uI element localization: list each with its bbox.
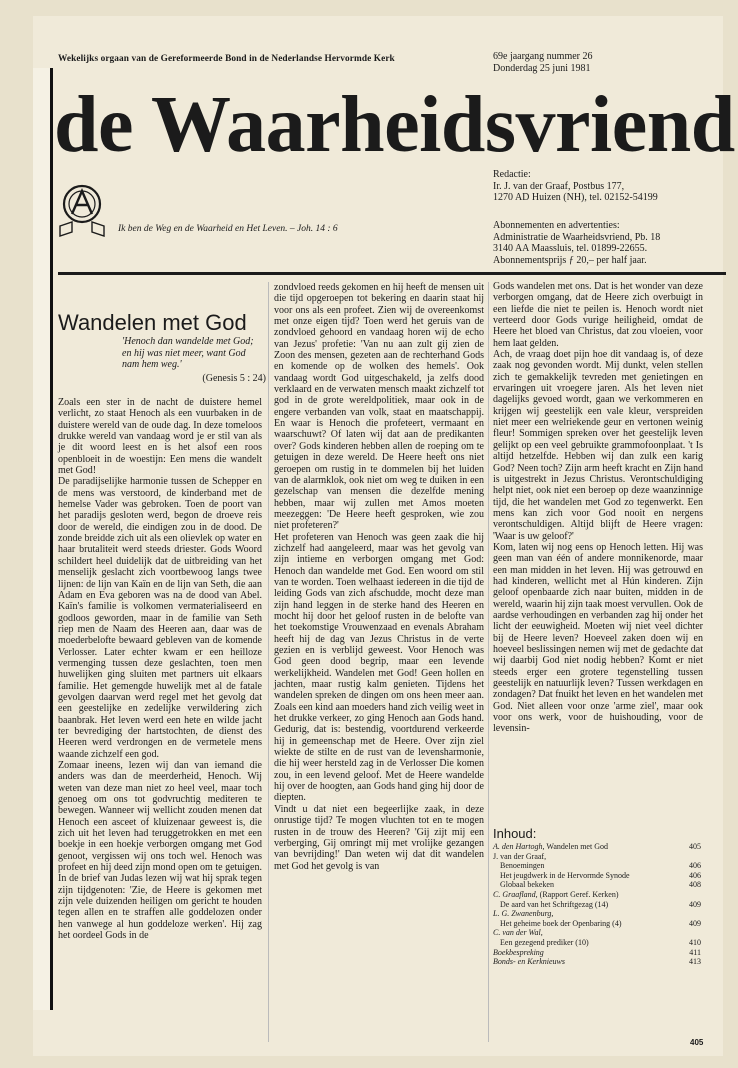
toc-entry-title — [500, 880, 554, 890]
column-divider — [268, 282, 269, 1042]
abonnementen-block — [493, 220, 723, 266]
motto: Ik ben de Weg en de Waarheid en Het Leven. – Joh. 14 : 6 — [118, 224, 338, 234]
toc-entry — [493, 909, 701, 919]
issue-number: 69e jaargang nummer 26 — [493, 51, 593, 62]
paragraph: Gods wandelen met ons. Dat is het wonder van deze verborgen omgang, dat de Heere zich overbuigt in een liefde die niet te peilen is. Henoch wordt niet verteerd door Gods vurige heiligheid, omdat de Heere het bloed van Christus, dat zou vloeien, voor hem laat gelden. — [493, 281, 703, 349]
column-divider — [488, 282, 489, 1042]
abonnementen-line: 3140 AA Maassluis, tel. 01899-22655. — [493, 243, 648, 254]
toc-entry — [493, 919, 701, 929]
paragraph: De paradijselijke harmonie tussen de Schepper en de mens was verstoord, de kinderband met de hemelse Vader was gebroken. Toen de poort van het paradijs gesloten werd, begon de droeve reis door de wereld, die eindigen zou in de dood. De zonde breidde zich uit als een olievlek op water en haar brutaliteit werd steeds driester. Gods Woord schildert heel duidelijk dat de uitbreiding van het menselijk geslacht zich voortbewoog langs twee lijnen: de lijn van Kaïn en de lijn van Seth, die aan Adam en Eva geboren was na de dood van Abel. Kaïn's familie is volkomen vermaterialiseerd en godloos geworden, maar in de familie van Seth riep men de Naam des Heeren aan, daar was de moederbelofte bewaard gebleven van de komende Verlosser. Later echter kwam er een heilloze vermenging tussen deze geslachten, toen men huwelijken ging sluiten met partners uit elkaars familie. Het gemengde huwelijk met al de fatale gevolgen daarvan werd regel met het gevolg dat een geestelijke en zedelijke verwildering zich baanbrak. Het leven werd een hete en wilde jacht ter bevrediging der hartstochten, de dienst des Heeren werd verdrongen en de vermetele mens waande zichzelf een god. — [58, 476, 262, 760]
toc-entry — [493, 842, 701, 852]
toc-page: 405 — [689, 842, 701, 851]
toc-author: L. G. Zwanenburg, — [493, 909, 554, 919]
toc-page: 410 — [689, 937, 701, 947]
toc-author: Boekbespreking — [493, 947, 544, 957]
paragraph: Ach, de vraag doet pijn hoe dit vandaag is, of deze zaak nog gevonden wordt. Mij dunkt, velen stellen zich te gemakkelijk tevreden met genietingen en ervaringen uit vroegere jaren. Als het leven niet dagelijks gevoed wordt, gaan we verkommeren en krijgen wij geestelijk een vale kleur, verspreiden niet meer een welriekende geur en vertonen weinig fleur! Sommigen spreken over het geestelijk leven gelijkt op een veel gebruikte grammofoonplaat. 't Is altijd hetzelfde. Hebben wij dan zulk een karig God? Neen toch? Zijn arm heeft kracht en Zijn hand is uitgestrekt in Jezus Christus. Verontschuldiging helpt niet, ook niet een beroep op deze waanzinnige tijd, die het wandelen met God zo tegenwerkt. Een mens kan zich voor God nooit en nergens verontschuldigen. Altijd blijft de Heere vragen: 'Waar is uw geloof?' — [493, 349, 703, 542]
toc-entry-title — [493, 948, 544, 958]
toc-entry-title — [493, 957, 565, 967]
article-title: Wandelen met God — [58, 310, 247, 335]
toc-entry — [493, 852, 701, 862]
toc-entry-title — [500, 900, 608, 910]
redactie-line: Redactie: — [493, 169, 531, 180]
toc-entry — [493, 900, 701, 910]
paragraph: zondvloed reeds gekomen en hij heeft de mensen uit die tijd opgeroepen tot bekering en daarin staat hij voor ons als een profeet. Zien wij de overeenkomst met onze eigen tijd? Toen werd het geruis van de zondvloed gehoord en vandaag horen wij de echo van Jezus' profetie: 'Van nu aan zult gij zien de Zoon des mensen, gezeten aan de rechterhand Gods en komende op de wolken des hemels'. Ook vandaag wordt God uitgeschakeld, ja zelfs dood verklaard en de verwaten mensch maakt zichzelf tot god in de grote wereldpolitiek, maar ook in de engere verbanden van volk, staat en maatschappij. En waar is Henoch die profeteert, vermaant en waarschuwt? Of laten wij dat aan de predikanten over? Gods kinderen hebben allen de roeping om te getuigen in deze wereld. De Heere heeft ons niet geroepen om rustig in te dommelen bij het luiden van de alarmklok, ook niet om weg te duiken in een gezelschap van mensen die dezelfde mening hebben, maar wij zullen met Amos moeten meezeggen: 'De Heere heeft gesproken, wie zou niet profeteren?' — [274, 282, 484, 532]
toc-page: 408 — [689, 880, 701, 890]
bond-logo-icon — [58, 182, 106, 238]
toc-page: 413 — [689, 957, 701, 967]
article-quote: 'Henoch dan wandelde met God; en hij was niet meer, want God nam hem weg.' — [122, 336, 254, 370]
toc-entry — [493, 938, 701, 948]
toc-author: C. van der Wal, — [493, 928, 543, 938]
toc-entry-title — [500, 871, 630, 881]
toc-entry-title — [493, 909, 553, 919]
toc-text: Globaal bekeken — [500, 880, 554, 890]
toc-text: Benoemingen — [500, 861, 545, 871]
abonnementen-line: Abonnementsprijs ƒ 20,– per half jaar. — [493, 254, 647, 266]
toc-author: A. den Hartogh, — [493, 842, 545, 851]
abonnementen-line: Administratie de Waarheidsvriend, Pb. 18 — [493, 231, 661, 243]
toc-page: 406 — [689, 870, 701, 880]
page-edge-bar — [33, 68, 55, 1010]
toc-author: Bonds- en Kerknieuws — [493, 957, 565, 967]
toc-page: 409 — [689, 899, 701, 909]
paragraph: Vindt u dat niet een begeerlijke zaak, in deze onrustige tijd? Te mogen vluchten tot en te mogen rusten in de trouw des Heeren? 'Gij zijt mij een verberging, Gij omringt mij met vrolijke gezangen van bevrijding!' Dan weten wij dat dit wandelen met God het gevolg is van — [274, 803, 484, 872]
quote-reference: (Genesis 5 : 24) — [202, 373, 266, 384]
article-column-3 — [493, 281, 703, 735]
toc-entry-title — [493, 852, 546, 862]
toc-entry — [493, 948, 701, 958]
masthead-title: de Waarheidsvriend — [54, 81, 735, 169]
paragraph: Zomaar ineens, lezen wij dan van iemand die anders was dan de meerderheid, Henoch. Wij weten van deze man niet zo heel veel, maar toch genoeg om ons tot godvruchtig mediteren te bewegen. Wanneer wij wellicht zouden menen dat Henoch een asceet of kluizenaar geweest is, die zich uit het leven had teruggetrokken en met een boekje in een hoekje verborgen omgang met God genoot, vergissen wij ons toch wel. Henoch was profeet en hij deed zijn mond open om te getuigen. In de brief van Judas lezen wij wat hij sprak tegen zijn tijdgenoten: 'Zie, de Heere is gekomen met zijn vele duizenden heiligen om gericht te houden tegen allen en te straffen alle goddelozen onder hen vanwege al hun goddeloze werken'. Hij zag het oordeel Gods in de — [58, 760, 262, 942]
table-of-contents — [493, 842, 701, 967]
toc-entry — [493, 957, 701, 967]
paragraph: Zoals een ster in de nacht de duistere hemel verlicht, zo staat Henoch als een vuurbaken in de duistere wereld van de oude dag. In deze tomeloos drukke wereld van vandaag word je er stil van als je dit woord leest en is het alsof een roos openbloeit in de woestijn: Een mens die wandelt met God! — [58, 397, 262, 477]
toc-text: Wandelen met God — [544, 842, 608, 851]
toc-entry-title — [493, 928, 543, 938]
article-column-2 — [274, 282, 484, 872]
toc-page: 409 — [689, 918, 701, 928]
toc-text: Het geheime boek der Openbaring (4) — [500, 918, 622, 928]
toc-page: 406 — [689, 861, 701, 871]
toc-entry — [493, 871, 701, 881]
toc-author: C. Graafland, — [493, 889, 538, 899]
page-number: 405 — [690, 1038, 704, 1047]
toc-entry-title — [493, 842, 608, 852]
toc-entry-title — [500, 938, 589, 948]
toc-entry — [493, 880, 701, 890]
issue-info — [493, 51, 723, 75]
organ-line: Wekelijks orgaan van de Gereformeerde Bond in de Nederlandse Hervormde Kerk — [58, 54, 395, 64]
toc-page: 411 — [689, 947, 701, 957]
toc-entry-title — [493, 890, 619, 900]
redactie-line: 1270 AD Huizen (NH), tel. 02152-54199 — [493, 192, 658, 203]
toc-entry-title — [500, 861, 544, 871]
abonnementen-line: Abonnementen en advertenties: — [493, 220, 620, 231]
paragraph: Het profeteren van Henoch was geen zaak die hij zichzelf had aangeleerd, maar was het gevolg van zijn intieme en verborgen omgang met God: Henoch dan wandelde met God. Een woord om stil van te worden. Toen welhaast iedereen in die tijd de leiding Gods van zich afschudde, mocht deze man zijn hand leggen in de sterke hand des Heeren en mocht hij door het geloof rusten in de belofte van het toekomstige Vrouwenzaad en evenals Abraham heeft hij de dag van Jezus Christus in de verte gezien en is verblijd geweest. Voor Henoch was God geen dood begrip, maar een levende werkelijkheid. Wandelen met God! Geen hollen en jachten, maar rustig kalm genieten. Tijdens het wandelen spreken de dingen om ons heen meer aan. Zoals een kind aan moeders hand zich veilig weet in het drukke verkeer, zo ging Henoch aan Gods hand. Gedurig, dat is: bestendig, voortdurend verkeerde hij in gemeenschap met de Heere. Over zijn ziel wiekte de stilte en de rust van de levensharmonie, die hij weer hersteld zag in de Verlosser Die komen zou, in een levend geloof. Met de Heere wandelde hij over de hoogten, aan Gods hand ging hij door de diepten. — [274, 531, 484, 804]
toc-text: J. van der Graaf, — [493, 851, 547, 861]
toc-text: (Rapport Geref. Kerken) — [537, 889, 619, 899]
header-rule — [58, 272, 726, 275]
toc-text: Een gezegend prediker (10) — [500, 937, 589, 947]
redactie-line: Ir. J. van der Graaf, Postbus 177, — [493, 180, 625, 192]
issue-date: Donderdag 25 juni 1981 — [493, 63, 591, 74]
toc-text: De aard van het Schriftgezag (14) — [500, 899, 609, 909]
toc-entry — [493, 861, 701, 871]
inhoud-title: Inhoud: — [493, 826, 537, 841]
toc-entry — [493, 890, 701, 900]
redactie-block — [493, 169, 723, 204]
toc-entry — [493, 928, 701, 938]
toc-entry-title — [500, 919, 622, 929]
paragraph: Kom, laten wij nog eens op Henoch letten. Hij was geen man van één of andere monnikenorde, maar een man midden in het leven. Hij was getrouwd en had kinderen, wellicht met al Hún kinderen. Zijn geloof openbaarde zich naar buiten, midden in de wereld, waarin hij zijn taak moest vervullen. Ook de aardse verhoudingen en verbanden zag hij onder het licht der eeuwigheid. Moeten wij niet veel dichter bij de Heere leven? Hoeveel zaken doen wij en hoeveel beslissingen nemen wij met de gedachte dat wij daarbij God niet nodig hebben? Komt er niet steeds erger een grotere tegenstelling tussen geestelijk en natuurlijk leven? Tussen werkdagen en zondagen? Dat fnuikt het leven en het wandelen met God. Niet alleen voor onze 'arme ziel', maar ook voor ons werk, voor de huishouding, voor de levensin- — [493, 541, 703, 735]
article-column-1 — [58, 397, 262, 942]
toc-text: Het jeugdwerk in de Hervormde Synode — [500, 870, 630, 880]
